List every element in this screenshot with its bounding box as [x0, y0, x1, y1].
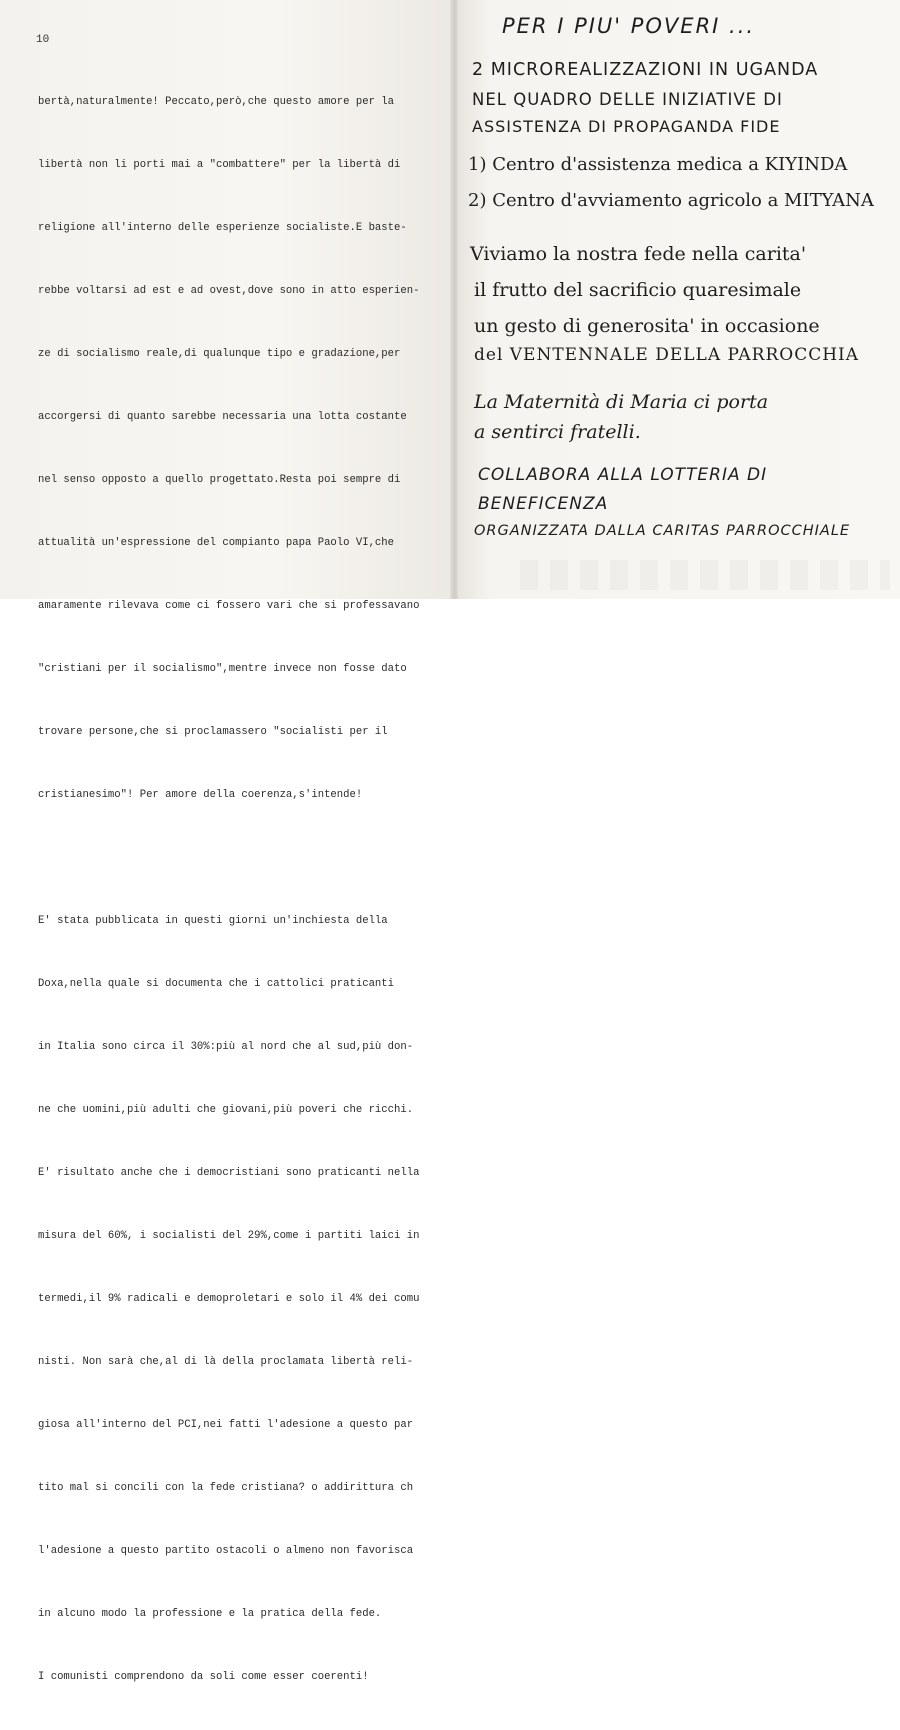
p1-line: religione all'interno delle esperienze socialiste.E baste-: [38, 222, 407, 234]
poster-line-assistenza: ASSISTENZA DI PROPAGANDA FIDE: [472, 117, 781, 136]
p1-line: nel senso opposto a quello progettato.Resta poi sempre di: [38, 474, 401, 486]
p2-line: E' stata pubblicata in questi giorni un'inchiesta della: [38, 915, 388, 927]
paragraph-gap: [38, 848, 456, 869]
p1-line: attualità un'espressione del compianto papa Paolo VI,che: [38, 537, 395, 549]
p2-line: tito mal si concili con la fede cristiana? o addirittura ch: [38, 1482, 414, 1494]
bleed-through-shadow: [520, 560, 890, 590]
poster-line-quadro: NEL QUADRO DELLE INIZIATIVE DI: [472, 90, 783, 109]
poster-item-kiyinda: 1) Centro d'assistenza medica a KIYINDA: [468, 154, 848, 175]
poster-appeal-line: un gesto di generosita' in occasione: [474, 315, 820, 337]
p2-line: termedi,il 9% radicali e demoproletari e solo il 4% dei comu: [38, 1293, 420, 1305]
p2-line: Doxa,nella quale si documenta che i cattolici praticanti: [38, 978, 395, 990]
p1-line: cristianesimo"! Per amore della coerenza,s'intende!: [38, 789, 363, 801]
poster-maternity-line: a sentirci fratelli.: [474, 421, 641, 443]
p2-line: in alcuno modo la professione e la pratica della fede.: [38, 1608, 382, 1620]
poster-appeal-line: il frutto del sacrificio quaresimale: [474, 279, 802, 301]
p1-line: libertà non li porti mai a "combattere" per la libertà di: [38, 159, 401, 171]
poster-footer-beneficenza: BENEFICENZA: [478, 494, 609, 514]
poster-appeal-line: del VENTENNALE DELLA PARROCCHIA: [474, 345, 860, 365]
p1-line: trovare persone,che si proclamassero "socialisti per il: [38, 726, 388, 738]
p1-line: ze di socialismo reale,di qualunque tipo e gradazione,per: [38, 348, 401, 360]
page-number: 10: [36, 34, 50, 46]
p1-line: accorgersi di quanto sarebbe necessaria una lotta costante: [38, 411, 407, 423]
p2-line: nisti. Non sarà che,al di là della proclamata libertà reli-: [38, 1356, 414, 1368]
p1-line: amaramente rilevava come ci fossero vari che si professavano: [38, 600, 420, 612]
poster-footer-lotteria: COLLABORA ALLA LOTTERIA DI: [478, 465, 768, 485]
p1-line: "cristiani per il socialismo",mentre invece non fosse dato: [38, 663, 407, 675]
poster-line-uganda: 2 MICROREALIZZAZIONI IN UGANDA: [472, 60, 819, 80]
p1-line: bertà,naturalmente! Peccato,però,che questo amore per la: [38, 96, 395, 108]
p2-line: I comunisti comprendono da soli come esser coerenti!: [38, 1671, 369, 1683]
poster-item-mityana: 2) Centro d'avviamento agricolo a MITYANA: [468, 190, 874, 211]
poster-footer-caritas: ORGANIZZATA DALLA CARITAS PARROCCHIALE: [474, 523, 851, 539]
p2-line: misura del 60%, i socialisti del 29%,come i partiti laici in: [38, 1230, 420, 1242]
p2-line: in Italia sono circa il 30%:più al nord che al sud,più don-: [38, 1041, 414, 1053]
p2-line: E' risultato anche che i democristiani sono praticanti nella: [38, 1167, 420, 1179]
poster-title: PER I PIU' POVERI ...: [502, 14, 756, 38]
typed-text-block: [38, 50, 456, 1730]
p1-line: rebbe voltarsi ad est e ad ovest,dove sono in atto esperien-: [38, 285, 420, 297]
poster-appeal-line: Viviamo la nostra fede nella carita': [470, 243, 807, 265]
p2-line: ne che uomini,più adulti che giovani,più poveri che ricchi.: [38, 1104, 414, 1116]
p2-line: l'adesione a questo partito ostacoli o almeno non favorisca: [38, 1545, 414, 1557]
p2-line: giosa all'interno del PCI,nei fatti l'adesione a questo par: [38, 1419, 414, 1431]
poster-maternity-line: La Maternità di Maria ci porta: [474, 391, 769, 413]
